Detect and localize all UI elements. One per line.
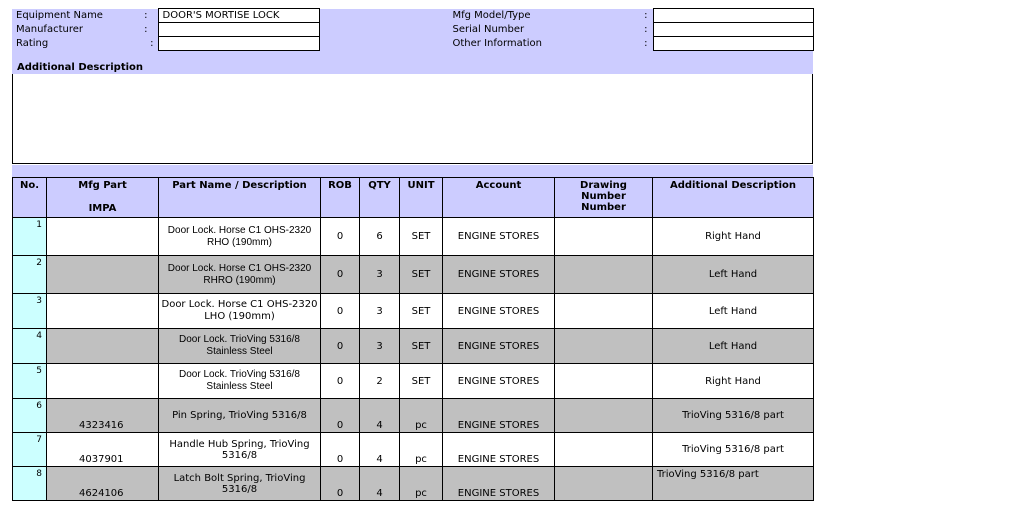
impa-cell: 4323416 [47,399,159,433]
part-name-cell: Door Lock. Horse C1 OHS-2320 LHO (190mm) [159,294,321,329]
rob-cell: 0 [321,218,360,256]
unit-cell: pc [400,467,443,501]
account-cell: ENGINE STORES [443,433,555,467]
additional-description-box [12,74,813,164]
row-number: 7 [13,433,47,467]
account-cell: ENGINE STORES [443,467,555,501]
unit-cell: SET [400,218,443,256]
qty-cell: 4 [360,467,400,501]
parts-table [12,177,814,501]
additional-description-bar [12,51,813,75]
other-info-value [653,37,813,51]
column-header-rob: ROB [321,178,360,218]
serial-number-value [653,23,813,37]
colon: : [134,23,158,37]
qty-cell: 4 [360,433,400,467]
account-cell: ENGINE STORES [443,256,555,294]
column-header-mfg-part [47,178,159,218]
impa-cell: 4624106 [47,467,159,501]
drawing-cell [555,364,653,399]
mfg-model-value [653,9,813,23]
unit-cell: pc [400,399,443,433]
table-row [13,218,814,256]
section-divider [12,165,813,177]
table-row [13,294,814,329]
colon: : [639,23,653,37]
manufacturer-label: Manufacturer [12,23,134,37]
rating-label: Rating [12,37,134,51]
rob-cell: 0 [321,467,360,501]
drawing-label: Drawing [580,180,627,191]
colon: : [639,37,653,51]
impa-label: IMPA [88,203,117,214]
mfg-part-label: Mfg Part [78,180,127,191]
row-number: 6 [13,399,47,433]
table-row [13,329,814,364]
unit-cell: SET [400,256,443,294]
impa-cell: 4037901 [47,433,159,467]
table-row [13,433,814,467]
row-number: 5 [13,364,47,399]
account-cell: ENGINE STORES [443,294,555,329]
qty-cell: 3 [360,256,400,294]
table-row [13,364,814,399]
row-number: 2 [13,256,47,294]
rob-cell: 0 [321,329,360,364]
number-label: Number [581,202,626,213]
impa-cell [47,256,159,294]
drawing-cell [555,329,653,364]
unit-cell: SET [400,329,443,364]
column-header-drawing-number [555,178,653,218]
unit-cell: pc [400,433,443,467]
qty-cell: 3 [360,329,400,364]
serial-number-label: Serial Number [319,23,639,37]
column-header-account: Account [443,178,555,218]
rob-cell: 0 [321,294,360,329]
colon: : [639,9,653,23]
column-header-additional-description: Additional Description [653,178,814,218]
unit-cell: SET [400,364,443,399]
additional-cell: Left Hand [653,256,814,294]
equipment-header [12,8,814,51]
unit-cell: SET [400,294,443,329]
part-name-cell: Door Lock. TrioVing 5316/8 Stainless Steel [159,329,321,364]
row-number: 3 [13,294,47,329]
rob-cell: 0 [321,433,360,467]
qty-cell: 4 [360,399,400,433]
part-name-cell: Latch Bolt Spring, TrioVing 5316/8 [159,467,321,501]
additional-cell: Right Hand [653,218,814,256]
account-cell: ENGINE STORES [443,399,555,433]
part-name-cell: Door Lock. TrioVing 5316/8 Stainless Steel [159,364,321,399]
row-number: 1 [13,218,47,256]
drawing-cell [555,399,653,433]
qty-cell: 6 [360,218,400,256]
row-number: 4 [13,329,47,364]
mfg-model-label: Mfg Model/Type [319,9,639,23]
impa-cell [47,364,159,399]
colon: : [134,9,158,23]
column-header-qty: QTY [360,178,400,218]
drawing-cell [555,467,653,501]
row-number: 8 [13,467,47,501]
table-row [13,399,814,433]
number-label: Number [581,191,626,202]
manufacturer-value [158,23,319,37]
drawing-cell [555,256,653,294]
column-header-unit: UNIT [400,178,443,218]
part-name-cell: Door Lock. Horse C1 OHS-2320 RHO (190mm) [159,218,321,256]
colon: : [134,37,158,51]
additional-cell: Right Hand [653,364,814,399]
drawing-cell [555,218,653,256]
account-cell: ENGINE STORES [443,364,555,399]
column-header-part-name: Part Name / Description [159,178,321,218]
additional-cell: Left Hand [653,294,814,329]
impa-cell [47,329,159,364]
equipment-name-label: Equipment Name [12,9,134,23]
additional-cell: TrioVing 5316/8 part [653,433,814,467]
drawing-cell [555,294,653,329]
account-cell: ENGINE STORES [443,329,555,364]
additional-cell: TrioVing 5316/8 part [653,399,814,433]
additional-cell: Left Hand [653,329,814,364]
rating-value [158,37,319,51]
table-row [13,467,814,501]
drawing-cell [555,433,653,467]
impa-cell [47,218,159,256]
additional-description-title: Additional Description [17,62,144,73]
additional-cell: TrioVing 5316/8 part [653,467,814,501]
rob-cell: 0 [321,256,360,294]
other-info-label: Other Information [319,37,639,51]
rob-cell: 0 [321,364,360,399]
parts-table-header [13,178,814,218]
qty-cell: 3 [360,294,400,329]
part-name-cell: Door Lock. Horse C1 OHS-2320 RHRO (190mm) [159,256,321,294]
equipment-name-value: DOOR'S MORTISE LOCK [158,9,319,23]
account-cell: ENGINE STORES [443,218,555,256]
part-name-cell: Pin Spring, TrioVing 5316/8 [159,399,321,433]
impa-cell [47,294,159,329]
qty-cell: 2 [360,364,400,399]
table-row [13,256,814,294]
rob-cell: 0 [321,399,360,433]
part-name-cell: Handle Hub Spring, TrioVing 5316/8 [159,433,321,467]
column-header-no: No. [13,178,47,218]
